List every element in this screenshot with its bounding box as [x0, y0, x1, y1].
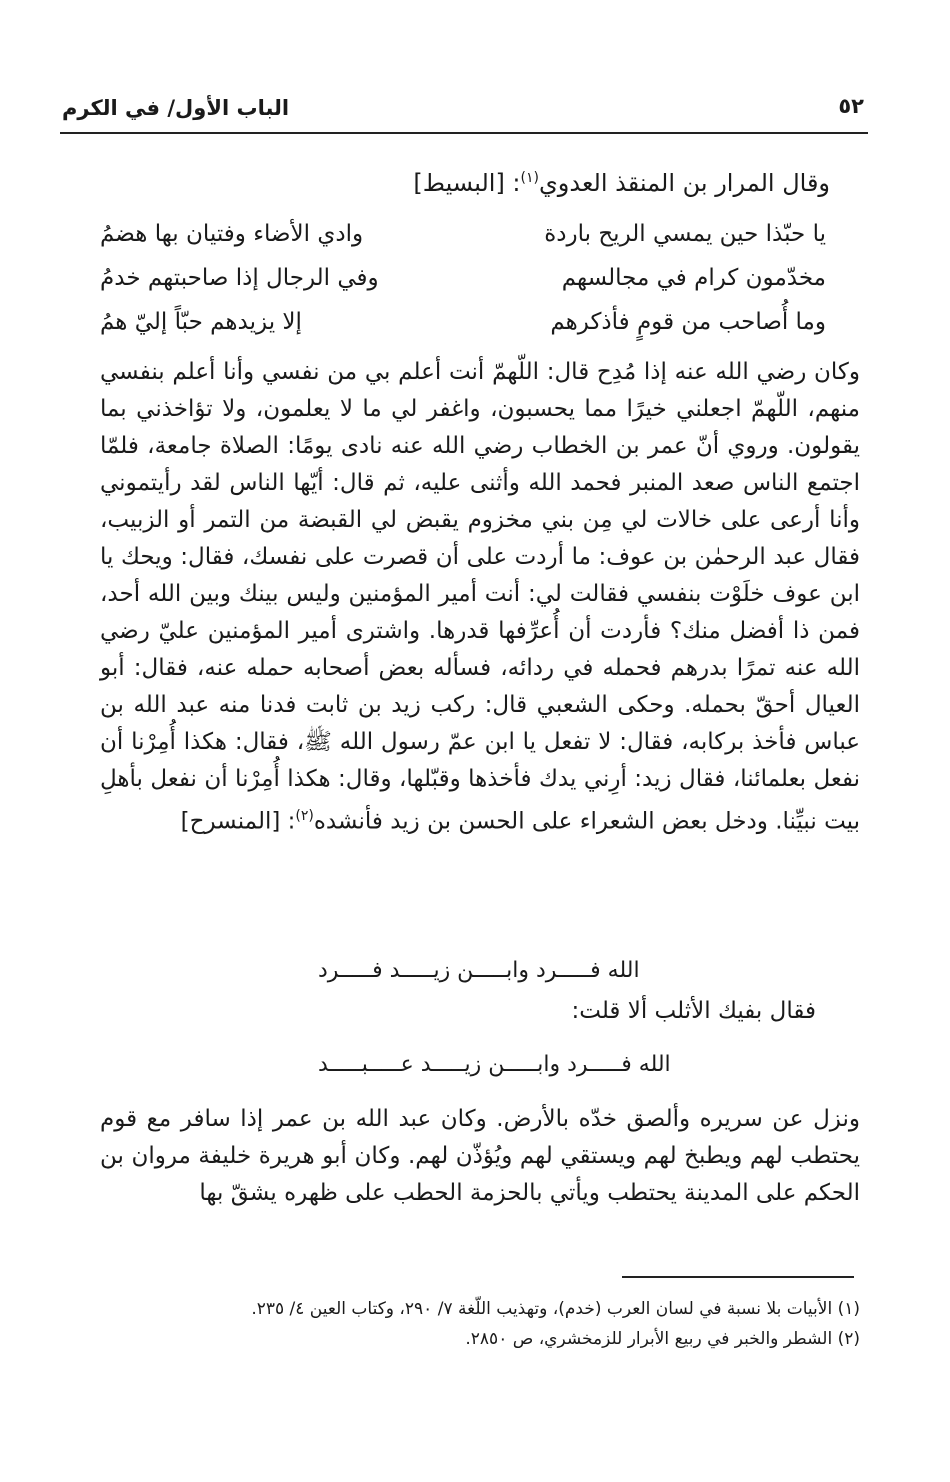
- reply-line: فقال بفيك الأثلب ألا قلت:: [571, 998, 816, 1024]
- body-paragraph-1: [100, 354, 860, 841]
- verse-second-hemistich: وفي الرجال إذا صاحبتهم خدمُ: [100, 265, 379, 291]
- page-number: ٥٢: [838, 94, 864, 118]
- poem-verse: [100, 212, 826, 256]
- footnote-ref-1: (١): [520, 170, 539, 186]
- verse-first-hemistich: مخدّمون كرام في مجالسهم: [561, 265, 826, 291]
- meter-label: : [البسيط]: [413, 169, 521, 197]
- poem-block: [100, 212, 826, 344]
- poem-verse: [100, 256, 826, 300]
- verse-first-hemistich: يا حبّذا حين يمسي الريح باردة: [544, 221, 826, 247]
- meter-label: : [المنسرح]: [180, 808, 296, 835]
- footnote-ref-2: (٢): [295, 808, 314, 824]
- verse-first-hemistich: وما أُصاحب من قومٍ فأذكرهم: [550, 309, 826, 335]
- paragraph-text: وكان رضي الله عنه إذا مُدِح قال: اللّهمّ أنت أعلم بي من نفسي وأنا أعلم بنفسي منهم، اللّهمّ اجعلني خيرًا مما يحسبون، واغفر لي ما لا يعلمون، ولا تؤاخذني بما يقولون. وروي أنّ عمر بن الخطاب رضي الله عنه نادى يومًا: الصلاة جامعة، فلمّا اجتمع الناس صعد المنبر فحمد الله وأثنى عليه، ثم قال: أيّها الناس لقد رأيتموني وأنا أرعى على خالات لي مِن بني مخزوم يقبض لي القبضة من التمر أو الزبيب، فقال عبد الرحمٰن بن عوف: ما أردت على أن قصرت على نفسك، فقال: ويحك يا ابن عوف خلَوْت بنفسي فقالت لي: أنت أمير المؤمنين وليس بينك وبين الله أحد، فمن ذا أفضل منك؟ فأردت أن أُعرِّفها قدرها. واشترى أمير المؤمنين عليّ رضي الله عنه تمرًا بدرهم فحمله في ردائه، فسأله بعض أصحابه حمله عنه، فقال: أبو العيال أحقّ بحمله. وحكى الشعبي قال: ركب زيد بن ثابت فدنا منه عبد الله بن عباس فأخذ بركابه، فقال: لا تفعل يا ابن عمّ رسول الله ﷺ، فقال: هكذا أُمِرْنا أن نفعل بعلمائنا، فقال زيد: أرِني يدك فأخذها وقبّلها، وقال: هكذا أُمِرْنا أن نفعل بأهلِ بيت نبيِّنا. ودخل بعض الشعراء على الحسن بن زيد فأنشده: [100, 359, 860, 835]
- verse-second-hemistich: وادي الأضاء وفتيان بها هضمُ: [100, 221, 364, 247]
- footnote-1: (١) الأبيات بلا نسبة في لسان العرب (خدم)، وتهذيب اللّغة ٧/ ٢٩٠، وكتاب العين ٤/ ٢٣٥.: [251, 1299, 860, 1319]
- hemistich-line: الله فـــــرد وابـــــن زيـــــد عـــــبـــــد: [318, 1052, 671, 1077]
- header-divider: [60, 132, 868, 134]
- footnotes: [100, 1294, 860, 1354]
- hemistich-line: الله فـــــرد وابـــــن زيـــــد فـــــرد: [318, 958, 640, 983]
- poem-verse: [100, 300, 826, 344]
- body-paragraph-2: ونزل عن سريره وألصق خدّه بالأرض. وكان عبد الله بن عمر إذا سافر مع قوم يحتطب لهم ويطبخ لهم ويستقي لهم ويُؤذّن لهم. وكان أبو هريرة خليفة مروان بن الحكم على المدينة يحتطب ويأتي بالحزمة الحطب على ظهره يشقّ بها: [100, 1106, 860, 1206]
- verse-second-hemistich: إلا يزيدهم حبّاً إليّ همُ: [100, 309, 302, 335]
- footnote-divider: [622, 1276, 854, 1278]
- running-header-title: الباب الأول/ في الكرم: [62, 96, 290, 120]
- poem-intro-line: [413, 160, 830, 201]
- intro-text: وقال المرار بن المنقذ العدوي: [539, 169, 830, 197]
- footnote-2: (٢) الشطر والخبر في ربيع الأبرار للزمخشري، ص ٢٨٥٠.: [465, 1329, 860, 1349]
